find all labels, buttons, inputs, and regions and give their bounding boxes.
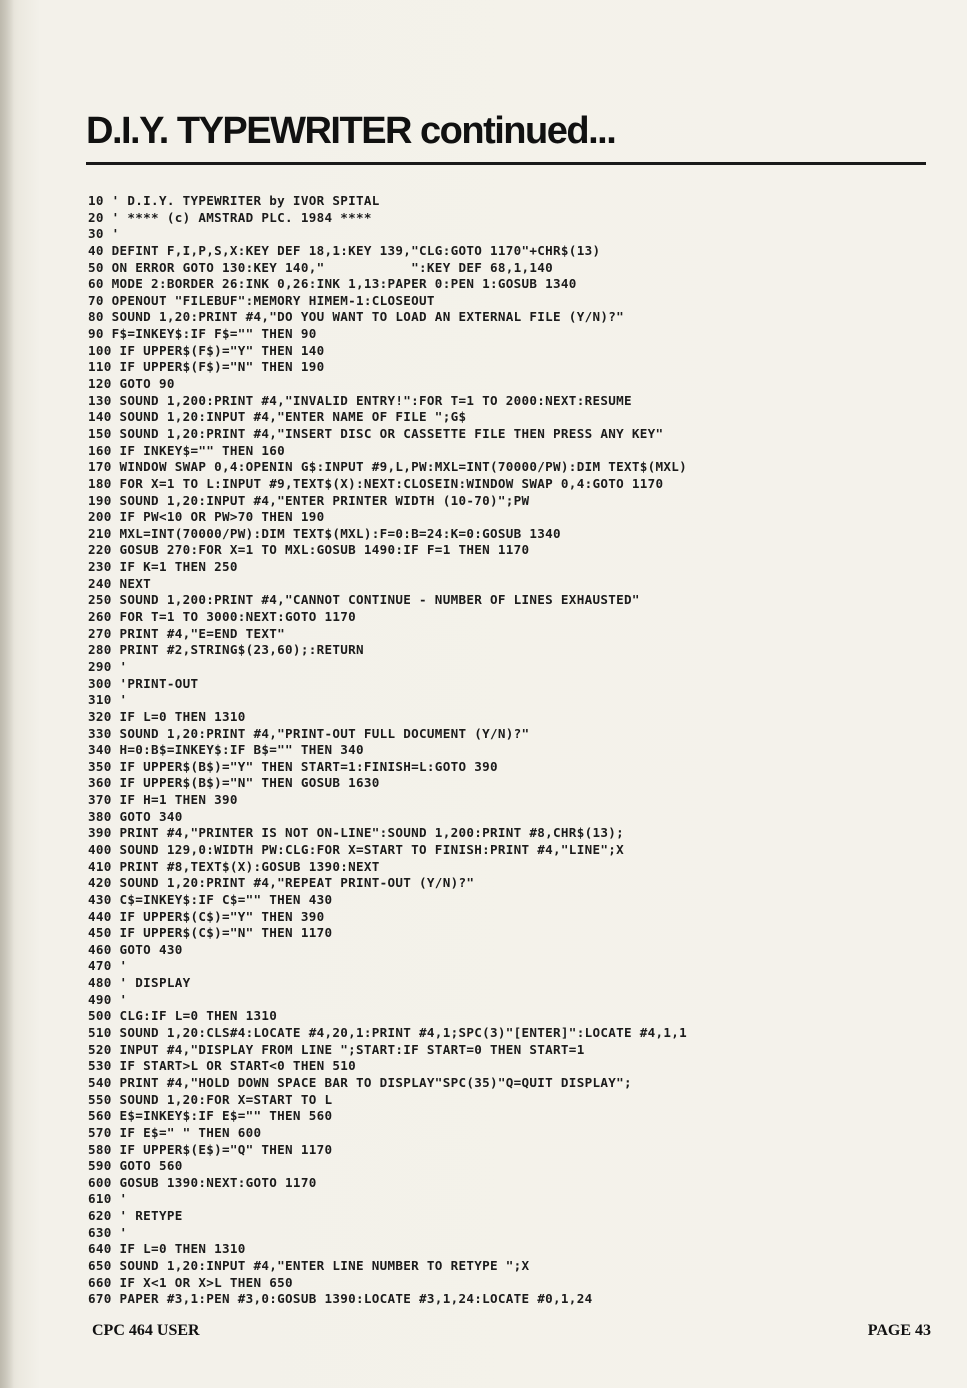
code-line: 490 ' xyxy=(88,991,128,1007)
code-line: 400 SOUND 129,0:WIDTH PW:CLG:FOR X=START TO FINISH:PRINT #4,"LINE";X xyxy=(88,841,624,857)
code-line: 270 PRINT #4,"E=END TEXT" xyxy=(88,625,286,641)
basic-program-listing xyxy=(88,193,938,1308)
code-line: 430 C$=INKEY$:IF C$="" THEN 430 xyxy=(88,891,333,907)
code-line: 540 PRINT #4,"HOLD DOWN SPACE BAR TO DISPLAY"SPC(35)"Q=QUIT DISPLAY"; xyxy=(88,1074,632,1090)
title-divider xyxy=(86,162,926,165)
code-line: 320 IF L=0 THEN 1310 xyxy=(88,708,246,724)
code-line: 440 IF UPPER$(C$)="Y" THEN 390 xyxy=(88,908,325,924)
code-line: 110 IF UPPER$(F$)="N" THEN 190 xyxy=(88,359,325,375)
code-line: 70 OPENOUT "FILEBUF":MEMORY HIMEM-1:CLOSEOUT xyxy=(88,292,435,308)
code-line: 460 GOTO 430 xyxy=(88,941,183,957)
code-line: 420 SOUND 1,20:PRINT #4,"REPEAT PRINT-OUT (Y/N)?" xyxy=(88,875,475,891)
code-line: 480 ' DISPLAY xyxy=(88,975,191,991)
code-line: 50 ON ERROR GOTO 130:KEY 140," ":KEY DEF 68,1,140 xyxy=(88,259,554,275)
code-line: 200 IF PW<10 OR PW>70 THEN 190 xyxy=(88,509,325,525)
code-line: 290 ' xyxy=(88,658,128,674)
code-line: 240 NEXT xyxy=(88,575,152,591)
code-line: 580 IF UPPER$(E$)="Q" THEN 1170 xyxy=(88,1141,333,1157)
code-line: 500 CLG:IF L=0 THEN 1310 xyxy=(88,1008,278,1024)
code-line: 670 PAPER #3,1:PEN #3,0:GOSUB 1390:LOCATE #3,1,24:LOCATE #0,1,24 xyxy=(88,1291,593,1307)
code-line: 350 IF UPPER$(B$)="Y" THEN START=1:FINISH=L:GOTO 390 xyxy=(88,758,498,774)
code-line: 660 IF X<1 OR X>L THEN 650 xyxy=(88,1274,293,1290)
code-line: 630 ' xyxy=(88,1224,128,1240)
binding-shadow xyxy=(0,0,14,1388)
code-line: 210 MXL=INT(70000/PW):DIM TEXT$(MXL):F=0:B=24:K=0:GOSUB 1340 xyxy=(88,525,561,541)
code-line: 90 F$=INKEY$:IF F$="" THEN 90 xyxy=(88,326,317,342)
code-line: 520 INPUT #4,"DISPLAY FROM LINE ";START:IF START=0 THEN START=1 xyxy=(88,1041,585,1057)
code-line: 310 ' xyxy=(88,692,128,708)
code-line: 10 ' D.I.Y. TYPEWRITER by IVOR SPITAL xyxy=(88,193,380,208)
code-line: 560 E$=INKEY$:IF E$="" THEN 560 xyxy=(88,1108,333,1124)
code-line: 300 'PRINT-OUT xyxy=(88,675,199,691)
code-line: 360 IF UPPER$(B$)="N" THEN GOSUB 1630 xyxy=(88,775,380,791)
code-line: 590 GOTO 560 xyxy=(88,1158,183,1174)
code-line: 80 SOUND 1,20:PRINT #4,"DO YOU WANT TO LOAD AN EXTERNAL FILE (Y/N)?" xyxy=(88,309,624,325)
code-line: 260 FOR T=1 TO 3000:NEXT:GOTO 1170 xyxy=(88,609,356,625)
code-line: 330 SOUND 1,20:PRINT #4,"PRINT-OUT FULL DOCUMENT (Y/N)?" xyxy=(88,725,530,741)
code-line: 450 IF UPPER$(C$)="N" THEN 1170 xyxy=(88,925,333,941)
code-line: 20 ' **** (c) AMSTRAD PLC. 1984 **** xyxy=(88,209,372,225)
code-line: 510 SOUND 1,20:CLS#4:LOCATE #4,20,1:PRINT #4,1;SPC(3)"[ENTER]":LOCATE #4,1,1 xyxy=(88,1025,688,1041)
code-line: 570 IF E$=" " THEN 600 xyxy=(88,1124,262,1140)
code-line: 40 DEFINT F,I,P,S,X:KEY DEF 18,1:KEY 139,"CLG:GOTO 1170"+CHR$(13) xyxy=(88,242,601,258)
page-number: PAGE 43 xyxy=(867,1322,931,1339)
page-title: D.I.Y. TYPEWRITER continued... xyxy=(86,110,616,152)
code-line: 150 SOUND 1,20:PRINT #4,"INSERT DISC OR CASSETTE FILE THEN PRESS ANY KEY" xyxy=(88,425,664,441)
code-line: 280 PRINT #2,STRING$(23,60);:RETURN xyxy=(88,642,364,658)
code-line: 230 IF K=1 THEN 250 xyxy=(88,559,238,575)
code-line: 390 PRINT #4,"PRINTER IS NOT ON-LINE":SOUND 1,200:PRINT #8,CHR$(13); xyxy=(88,825,624,841)
code-line: 620 ' RETYPE xyxy=(88,1208,183,1224)
publication-name: CPC 464 USER xyxy=(92,1322,200,1339)
code-line: 610 ' xyxy=(88,1191,128,1207)
code-line: 380 GOTO 340 xyxy=(88,808,183,824)
code-line: 370 IF H=1 THEN 390 xyxy=(88,792,238,808)
code-line: 250 SOUND 1,200:PRINT #4,"CANNOT CONTINUE - NUMBER OF LINES EXHAUSTED" xyxy=(88,592,640,608)
code-line: 30 ' xyxy=(88,226,120,242)
code-line: 190 SOUND 1,20:INPUT #4,"ENTER PRINTER WIDTH (10-70)";PW xyxy=(88,492,530,508)
code-line: 140 SOUND 1,20:INPUT #4,"ENTER NAME OF FILE ";G$ xyxy=(88,409,467,425)
code-line: 60 MODE 2:BORDER 26:INK 0,26:INK 1,13:PAPER 0:PEN 1:GOSUB 1340 xyxy=(88,276,577,292)
code-line: 600 GOSUB 1390:NEXT:GOTO 1170 xyxy=(88,1174,317,1190)
code-line: 180 FOR X=1 TO L:INPUT #9,TEXT$(X):NEXT:CLOSEIN:WINDOW SWAP 0,4:GOTO 1170 xyxy=(88,475,664,491)
code-line: 160 IF INKEY$="" THEN 160 xyxy=(88,442,286,458)
code-line: 550 SOUND 1,20:FOR X=START TO L xyxy=(88,1091,333,1107)
code-line: 640 IF L=0 THEN 1310 xyxy=(88,1241,246,1257)
code-line: 130 SOUND 1,200:PRINT #4,"INVALID ENTRY!":FOR T=1 TO 2000:NEXT:RESUME xyxy=(88,392,632,408)
code-line: 650 SOUND 1,20:INPUT #4,"ENTER LINE NUMBER TO RETYPE ";X xyxy=(88,1258,530,1273)
code-line: 340 H=0:B$=INKEY$:IF B$="" THEN 340 xyxy=(88,742,364,758)
code-line: 470 ' xyxy=(88,958,128,974)
code-line: 220 GOSUB 270:FOR X=1 TO MXL:GOSUB 1490:IF F=1 THEN 1170 xyxy=(88,542,530,558)
code-line: 100 IF UPPER$(F$)="Y" THEN 140 xyxy=(88,342,325,358)
code-line: 120 GOTO 90 xyxy=(88,376,175,392)
code-line: 410 PRINT #8,TEXT$(X):GOSUB 1390:NEXT xyxy=(88,858,380,874)
code-line: 530 IF START>L OR START<0 THEN 510 xyxy=(88,1058,356,1074)
code-line: 170 WINDOW SWAP 0,4:OPENIN G$:INPUT #9,L,PW:MXL=INT(70000/PW):DIM TEXT$(MXL) xyxy=(88,459,688,475)
